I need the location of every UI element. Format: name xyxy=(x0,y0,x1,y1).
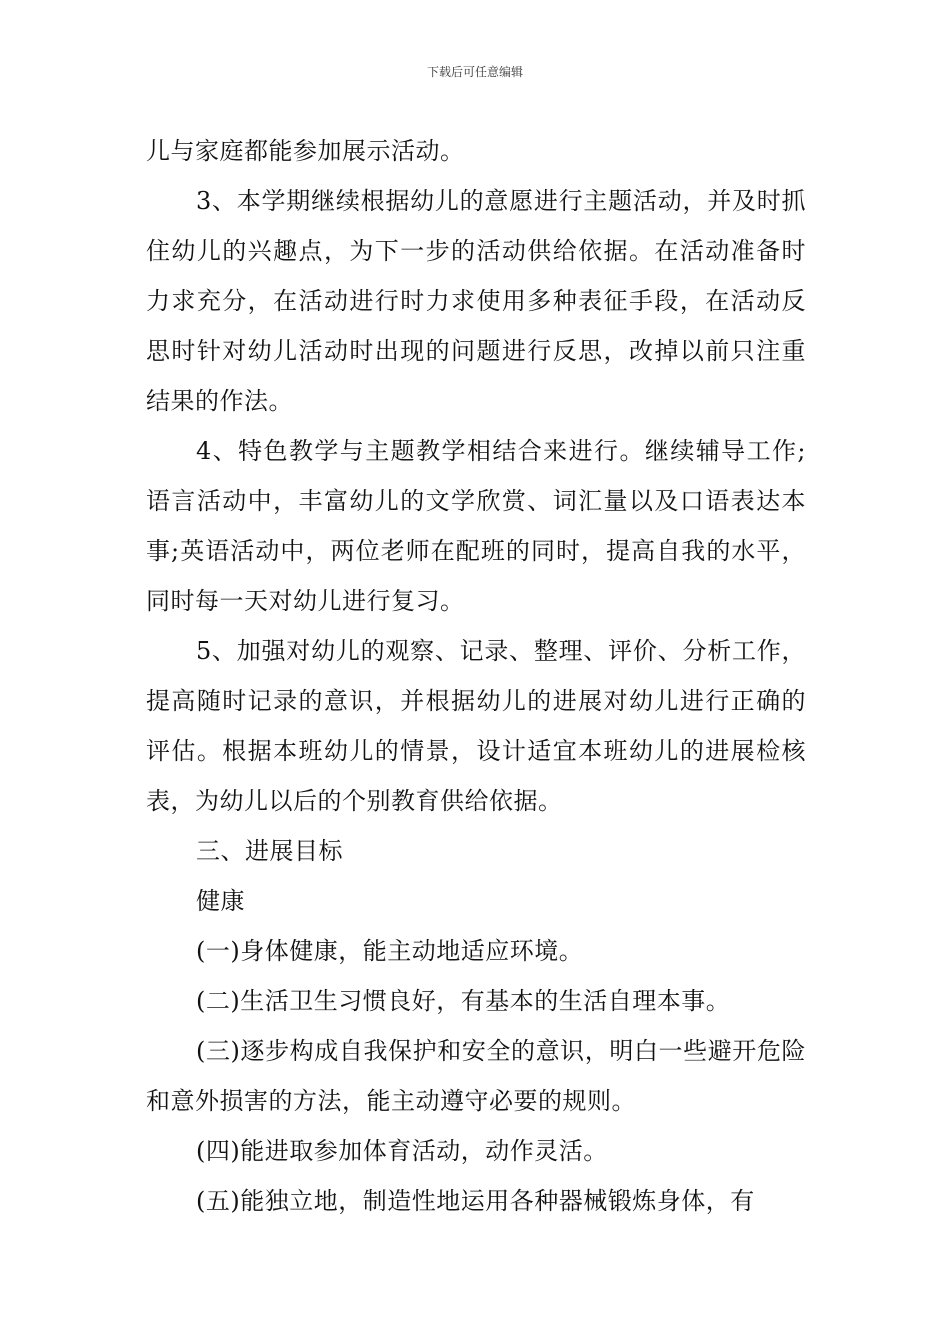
subsection-heading-health: 健康 xyxy=(196,887,245,915)
page-header-note: 下载后可任意编辑 xyxy=(426,65,523,79)
paragraph-item-4: 4、特色教学与主题教学相结合来进行。继续辅导工作;语言活动中，丰富幼儿的文学欣赏、词汇量以及口语表达本事;英语活动中，两位老师在配班的同时，提高自我的水平，同时每一天对幼儿进行复习。 xyxy=(146,437,806,615)
paragraph-item-3: 3、本学期继续根据幼儿的意愿进行主题活动，并及时抓住幼儿的兴趣点，为下一步的活动供给依据。在活动准备时力求充分，在活动进行时力求使用多种表征手段，在活动反思时针对幼儿活动时出现的问题进行反思，改掉以前只注重结果的作法。 xyxy=(146,187,806,415)
document-body xyxy=(146,126,806,1226)
goal-item-4: (四)能进取参加体育活动，动作灵活。 xyxy=(196,1137,608,1165)
goal-item-5: (五)能独立地，制造性地运用各种器械锻炼身体，有 xyxy=(196,1187,755,1215)
goal-item-2: (二)生活卫生习惯良好，有基本的生活自理本事。 xyxy=(196,987,731,1015)
goal-item-1: (一)身体健康，能主动地适应环境。 xyxy=(196,937,584,965)
section-heading-goals: 三、进展目标 xyxy=(196,837,343,865)
goal-item-3: (三)逐步构成自我保护和安全的意识，明白一些避开危险和意外损害的方法，能主动遵守必要的规则。 xyxy=(146,1037,806,1115)
paragraph-item-5: 5、加强对幼儿的观察、记录、整理、评价、分析工作，提高随时记录的意识，并根据幼儿的进展对幼儿进行正确的评估。根据本班幼儿的情景，设计适宜本班幼儿的进展检核表，为幼儿以后的个别教育供给依据。 xyxy=(146,637,806,815)
paragraph-continuation: 儿与家庭都能参加展示活动。 xyxy=(146,137,465,165)
